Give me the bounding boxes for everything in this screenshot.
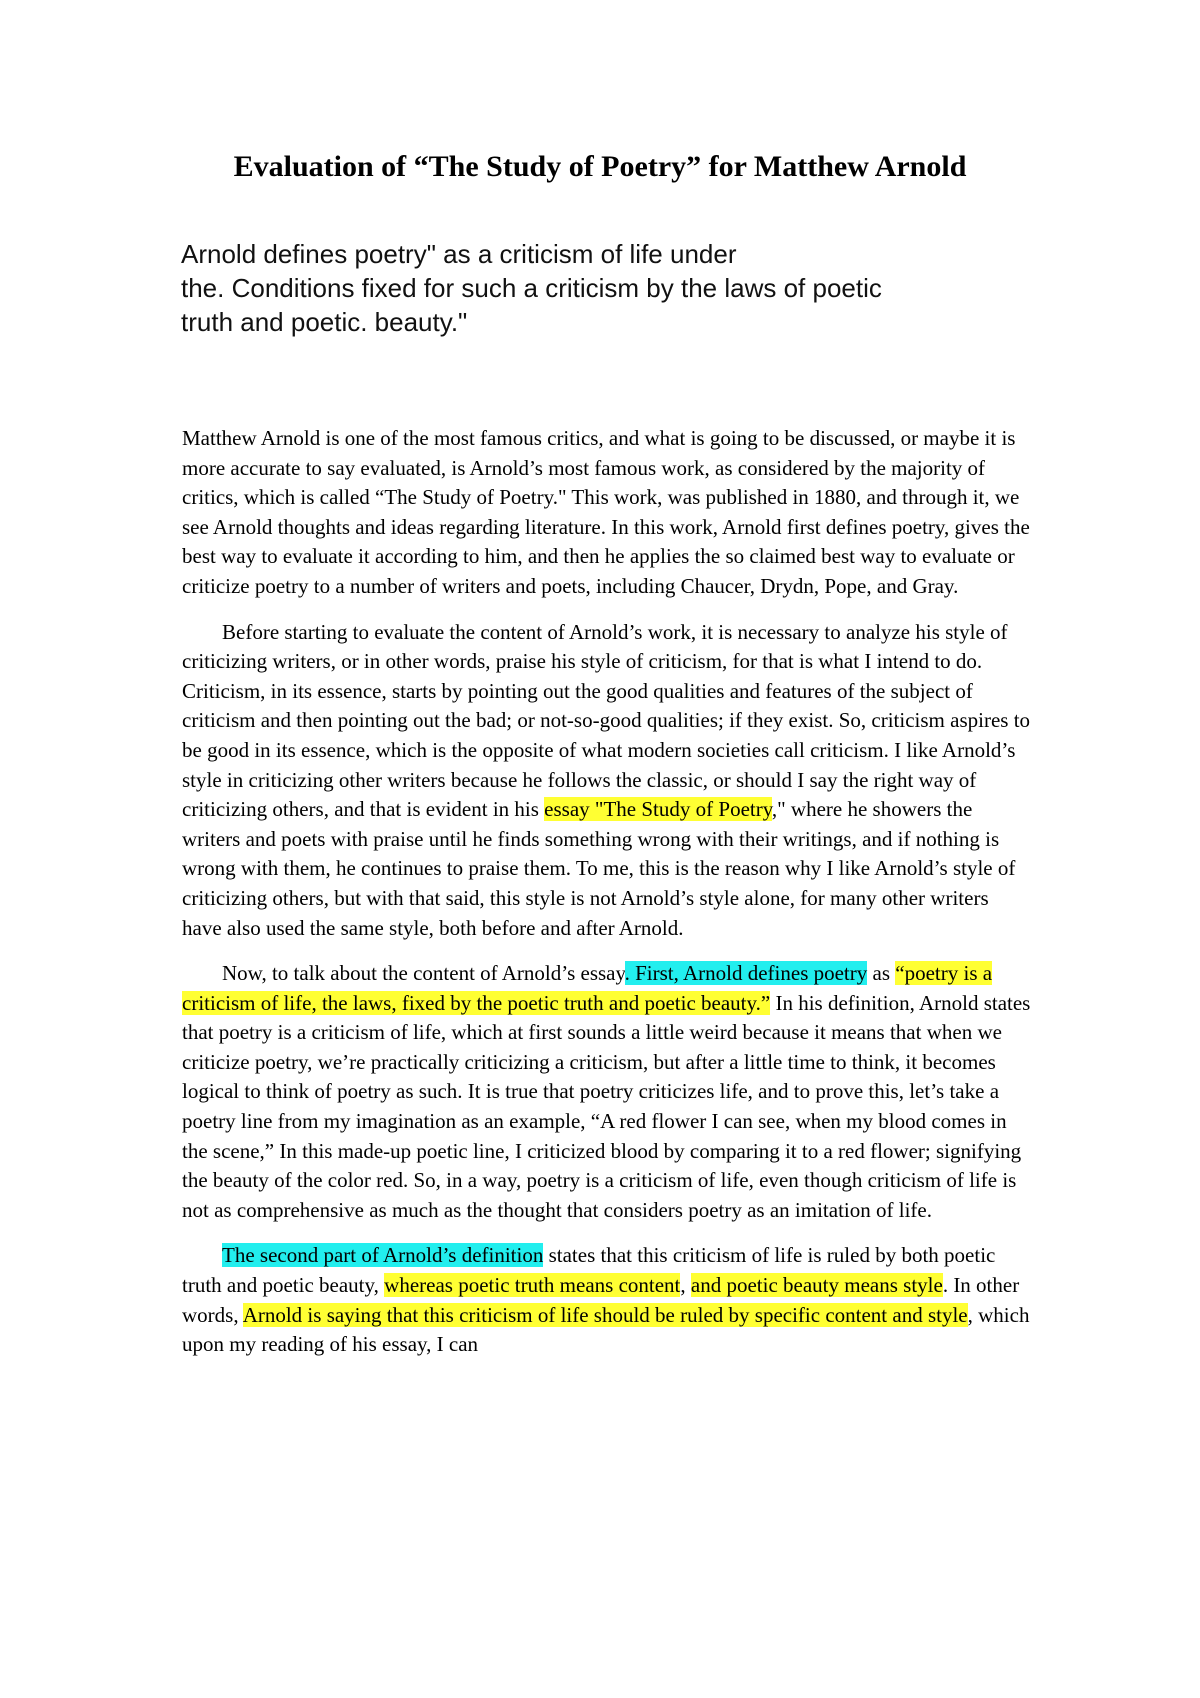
highlight-yellow: whereas poetic truth means content <box>384 1273 681 1298</box>
text-run: Now, to talk about the content of Arnold’s essay <box>222 961 625 986</box>
document-title: Evaluation of “The Study of Poetry” for Matthew Arnold <box>233 150 967 183</box>
highlight-yellow: and poetic beauty means style <box>690 1273 943 1298</box>
text-run: , which upon my reading of his essay, I can <box>182 1302 1030 1357</box>
text-run: as <box>867 961 896 986</box>
paragraph-definition <box>182 1241 1032 1359</box>
paragraph-content <box>182 959 1032 1225</box>
lede-line: Arnold defines poetry" as a criticism of life under <box>181 239 737 269</box>
text-run: . In other words, <box>182 1273 1020 1327</box>
text-run: states that this criticism of life is ruled by both poetic truth and poetic beauty, <box>182 1243 996 1298</box>
text-run: In his definition, Arnold states that poetry is a criticism of life, which at first sounds a little weird because it means that when we criticize poetry, we’re practically criticizing a criticism, but after a little time to think, it becomes logical to think of poetry as such. It is true that poetry criticizes life, and to prove this, let’s take a poetry line from my imagination as an example, “A red flower I can see, when my blood comes in the scene,” In this made-up poetic line, I criticized blood by comparing it to a red flower; signifying the beauty of the color red. So, in a way, poetry is a criticism of life, even though criticism of life is not as comprehensive as much as the thought that considers poetry as an imitation of life. <box>182 990 1031 1222</box>
lede-quote <box>181 237 1041 339</box>
text-run: Before starting to evaluate the content of Arnold’s work, it is necessary to analyze his style of criticizing writers, or in other words, praise his style of criticism, for that is what I intend to do. Criticism, in its essence, starts by pointing out the good qualities and features of the subject of criticism and then pointing out the bad; or not-so-good qualities; if they exist. So, criticism aspires to be good in its essence, which is the opposite of what modern societies call criticism. I like Arnold’s style in criticizing other writers because he follows the classic, or should I say the right way of criticizing others, and that is evident in his <box>182 619 1031 822</box>
text-run: ," where he showers the writers and poets with praise until he finds something wrong with their writings, and if nothing is wrong with them, he continues to praise them. To me, this is the reason why I like Arnold’s style of criticizing others, but with that said, this style is not Arnold’s style alone, for many other writers have also used the same style, both before and after Arnold. <box>182 797 1016 940</box>
paragraph-intro: Matthew Arnold is one of the most famous critics, and what is going to be discussed, or maybe it is more accurate to say evaluated, is Arnold’s most famous work, as considered by the majority of critics, which is called “The Study of Poetry." This work, was published in 1880, and through it, we see Arnold thoughts and ideas regarding literature. In this work, Arnold first defines poetry, gives the best way to evaluate it according to him, and then he applies the so claimed best way to evaluate or criticize poetry to a number of writers and poets, including Chaucer, Drydn, Pope, and Gray. <box>182 426 1030 598</box>
document-body <box>182 424 1032 1376</box>
paragraph-style <box>182 618 1032 944</box>
highlight-yellow: Arnold is saying that this criticism of life should be ruled by specific content and style <box>242 1302 968 1327</box>
highlight-yellow: essay "The Study of Poetry <box>544 797 772 822</box>
highlight-cyan: The second part of Arnold’s definition <box>222 1243 544 1268</box>
highlight-yellow: “poetry is a criticism of life, the laws, fixed by the poetic truth and poetic beauty.” <box>182 961 993 1015</box>
text-run: , <box>680 1273 691 1298</box>
highlight-cyan: . First, Arnold defines poetry <box>624 961 868 986</box>
lede-line: truth and poetic. beauty." <box>181 307 468 337</box>
lede-line: the. Conditions fixed for such a criticism by the laws of poetic <box>181 273 882 303</box>
